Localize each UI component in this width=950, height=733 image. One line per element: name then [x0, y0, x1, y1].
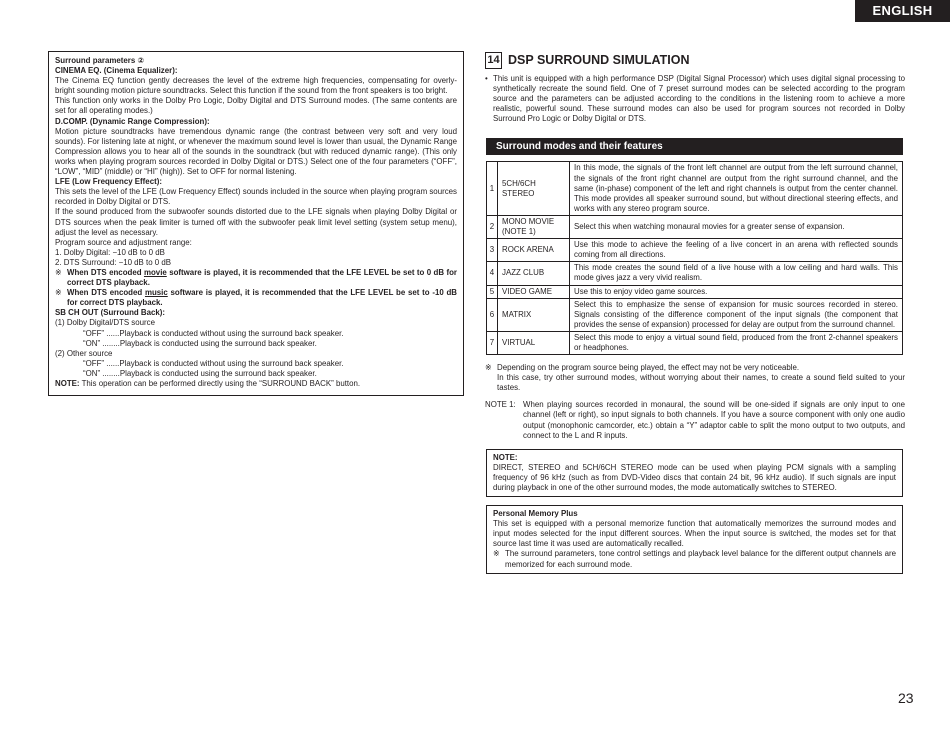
lfe-heading: LFE (Low Frequency Effect):	[55, 177, 162, 187]
surround-parameters-heading: Surround parameters ②	[55, 56, 145, 65]
mode-description: Use this mode to achieve the feeling of a live concert in an arena with reflected sounds coming from all directions.	[570, 239, 903, 262]
dcomp-text: Motion picture soundtracks have tremendous dynamic range (the contrast between very soft and very loud sounds). For listening late at night, or whenever the maximum sound level is lower than usual, the Dynamic Range Compression allows you to hear all of the sounds in the soundtrack (but with reduced dynamic range). (This only works when playing program sources recorded in Dolby Digital or DTS.) Select one of the four parameters (“OFF”, “LOW”, “MID” (middle) or “HI” (high)). Set to OFF for normal listening.	[55, 126, 457, 177]
language-tab: ENGLISH	[855, 0, 950, 22]
mode-row	[487, 239, 903, 262]
bullet: •	[485, 74, 488, 83]
cinema-eq-heading: CINEMA EQ. (Cinema Equalizer):	[55, 66, 178, 76]
lfe-warning	[55, 268, 457, 288]
mode-description: This mode creates the sound field of a live house with a low ceiling and hard walls. This mode gives jazz a very vivid realism.	[570, 262, 903, 285]
lfe-range-item: 2. DTS Surround: −10 dB to 0 dB	[55, 257, 172, 267]
mode-row	[487, 331, 903, 354]
page-number: 23	[898, 690, 914, 706]
personal-memory-title: Personal Memory Plus	[493, 509, 578, 519]
surround-modes-table	[486, 161, 903, 355]
mode-number: 6	[487, 298, 498, 331]
surround-parameters-box	[48, 51, 464, 396]
warning-text: software is played, it is recommended that the LFE LEVEL be set to 0 dB for correct DTS playback.	[67, 267, 458, 288]
note-box	[486, 449, 903, 497]
mode-row	[487, 262, 903, 285]
personal-memory-box	[486, 505, 903, 574]
mode-name: VIRTUAL	[498, 331, 570, 354]
mode-name: ROCK ARENA	[498, 239, 570, 262]
personal-memory-text: This set is equipped with a personal memorize function that automatically memorizes the surround modes and input modes selected for the input different sources. When the input source is switched, the modes set for that source last time it was used are automatically recalled.	[493, 519, 896, 549]
mode-number: 1	[487, 162, 498, 215]
lfe-range-item: 1. Dolby Digital: −10 dB to 0 dB	[55, 247, 165, 257]
sbch-option: “OFF” ......Playback is conducted without using the surround back speaker.	[83, 358, 344, 368]
sbch-item: (2) Other source	[55, 348, 113, 358]
mode-number: 4	[487, 262, 498, 285]
note-box-text: DIRECT, STEREO and 5CH/6CH STEREO mode can be used when playing PCM signals with a sampling frequency of 96 kHz (such as from DVD-Video discs that contain 24 bit, 96 kHz audio). If such signals are input during playback in one of the other surround modes, the mode automatically switches to STEREO.	[493, 462, 896, 492]
lfe-warning	[55, 288, 457, 308]
sbch-option: “OFF” ......Playback is conducted without using the surround back speaker.	[83, 328, 344, 338]
mode-row	[487, 215, 903, 238]
note-mark: ※	[55, 288, 62, 298]
mode-name: MATRIX	[498, 298, 570, 331]
section-header	[485, 51, 905, 69]
note-label: NOTE:	[55, 379, 80, 388]
mode-name: JAZZ CLUB	[498, 262, 570, 285]
warning-text: When DTS encoded	[67, 288, 145, 298]
mode-number: 5	[487, 285, 498, 298]
sbch-option: “ON” ........Playback is conducted using the surround back speaker.	[83, 368, 317, 378]
mode-number: 7	[487, 331, 498, 354]
mode-number: 2	[487, 215, 498, 238]
warning-text: music	[144, 288, 168, 298]
warning-text: movie	[143, 267, 167, 277]
note-1-label: NOTE 1:	[485, 400, 516, 410]
warning-text: software is played, it is recommended that the LFE LEVEL be set to -10 dB for correct DTS playback.	[67, 288, 457, 308]
warning-text: When DTS encoded	[67, 267, 144, 277]
mode-description: Select this to emphasize the sense of expansion for music sources recorded in stereo. Signals consisting of the difference component of the input signals (the component that provides the sense of expansion) processed for delay are output from the surround channel.	[570, 298, 903, 331]
note-mark: ※	[55, 267, 62, 277]
table-title-bar: Surround modes and their features	[486, 138, 903, 155]
mode-description: Use this to enjoy video game sources.	[570, 285, 903, 298]
section-number: 14	[485, 52, 502, 69]
sbch-option: “ON” ........Playback is conducted using the surround back speaker.	[83, 338, 317, 348]
note-mark: ※	[493, 549, 500, 559]
cinema-eq-note: This function only works in the Dolby Pro Logic, Dolby Digital and DTS Surround modes. (The same contents are set for all operating modes.)	[55, 96, 457, 116]
table-notes	[485, 363, 905, 393]
lfe-text-2: If the sound produced from the subwoofer sounds distorted due to the LFE signals when playing Dolby Digital or DTS sources when the peak limiter is turned off with the subwoofer peak limit level setting (system setup menu), adjust the level as necessary.	[55, 207, 457, 237]
intro-text: This unit is equipped with a high performance DSP (Digital Signal Processor) which uses digital signal processing to synthetically recreate the sound field. One of 7 preset surround modes can be selected according to the program source and the parameters can be adjusted according to the conditions in the listening room to achieve a more realistic, powerful sound. These surround modes can also be used for program sources not recorded in Dolby Surround Pro Logic or Dolby Digital or DTS.	[493, 74, 905, 124]
mode-description: Select this mode to enjoy a virtual sound field, produced from the front 2-channel speakers or headphones.	[570, 331, 903, 354]
cinema-eq-text: The Cinema EQ function gently decreases the level of the extreme high frequencies, compensating for overly-bright sounding motion picture soundtracks. Select this function if the sound from the front speakers is too bright.	[55, 76, 457, 96]
mode-row	[487, 298, 903, 331]
table-note-text: In this case, try other surround modes, without worrying about their names, to create a sound field suited to your tastes.	[497, 373, 905, 393]
dcomp-heading: D.COMP. (Dynamic Range Compression):	[55, 116, 210, 126]
section-title: DSP SURROUND SIMULATION	[508, 52, 690, 67]
mode-row	[487, 162, 903, 215]
sbch-item: (1) Dolby Digital/DTS source	[55, 318, 155, 328]
note-text: This operation can be performed directly using the “SURROUND BACK” button.	[79, 379, 361, 388]
dsp-section	[485, 51, 905, 574]
lfe-text: This sets the level of the LFE (Low Frequency Effect) sounds included in the source when playing program sources recorded in Dolby Digital or DTS.	[55, 187, 457, 207]
mode-description: Select this when watching monaural movies for a greater sense of expansion.	[570, 215, 903, 238]
personal-memory-note: The surround parameters, tone control settings and playback level balance for the different output channels are memorized for each surround mode.	[505, 549, 896, 569]
left-note	[55, 379, 457, 389]
mode-description: In this mode, the signals of the front left channel are output from the left surround channel, the signals of the front right channel are output from the right surround channel, and the same (in-phase) component of the left and right channels is output from the center channel. This mode provides all speaker surround sound, but without directional steering effects, and works with any stereo program source.	[570, 162, 903, 215]
mode-name: 5CH/6CH STEREO	[498, 162, 570, 215]
lfe-range-label: Program source and adjustment range:	[55, 237, 192, 247]
table-note-text: Depending on the program source being played, the effect may not be very noticeable.	[497, 363, 800, 373]
note-1-text: When playing sources recorded in monaural, the sound will be one-sided if signals are only input to one channel (left or right), so input signals to both channels. If you have a source component with only one audio output (monophonic camcorder, etc.) obtain a “Y” adaptor cable to split the mono output to two outputs, and connect to the L and R inputs.	[523, 400, 905, 440]
mode-row	[487, 285, 903, 298]
note-mark: ※	[485, 363, 492, 373]
mode-name: MONO MOVIE (NOTE 1)	[498, 215, 570, 238]
mode-name: VIDEO GAME	[498, 285, 570, 298]
intro-paragraph	[485, 74, 905, 124]
mode-number: 3	[487, 239, 498, 262]
note-1	[485, 400, 905, 440]
sbch-heading: SB CH OUT (Surround Back):	[55, 308, 166, 318]
note-box-title: NOTE:	[493, 452, 518, 462]
